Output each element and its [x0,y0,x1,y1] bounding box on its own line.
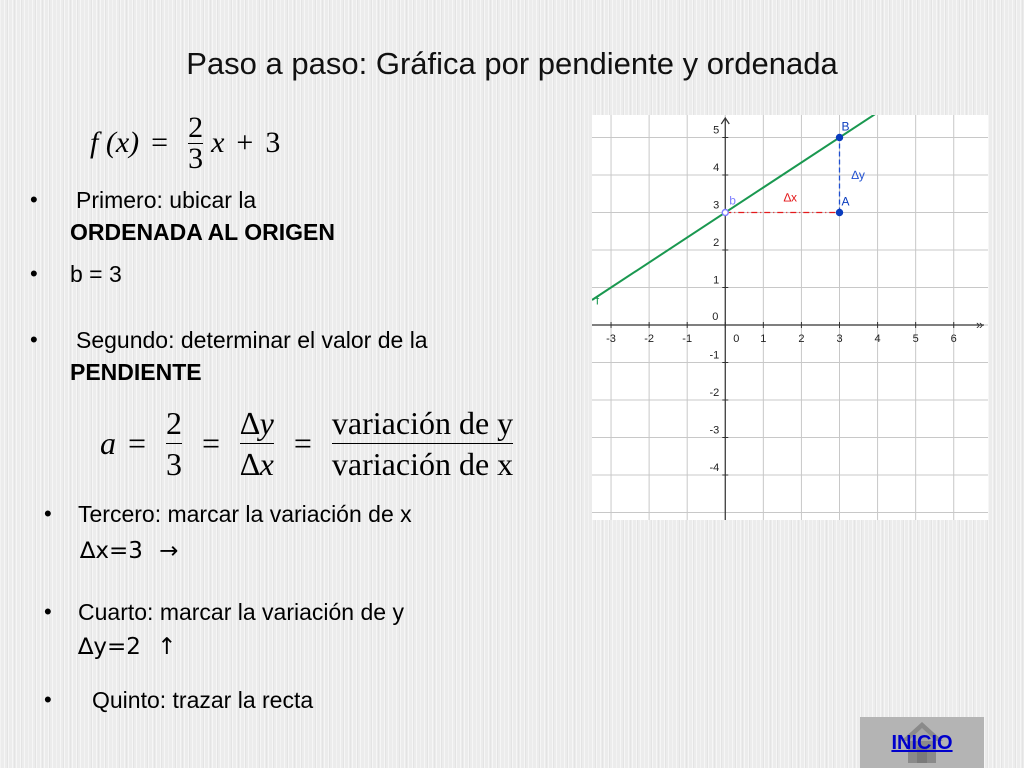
y-tick-label: 2 [713,237,720,249]
x-tick-label: -2 [644,333,655,345]
y-tick-label: -3 [709,424,720,437]
x-tick-label: 1 [760,333,767,345]
y-tick-label: -4 [709,462,720,474]
bullet-dot: • [44,599,52,624]
fraction-numerator: ∆y [240,404,274,441]
slope-symbol: a [100,424,116,461]
y-tick-label: 3 [713,199,720,212]
x-tick-label: 0 [733,333,740,345]
formula-lhs: f (x) [90,126,140,159]
x-tick-label: 6 [950,333,957,345]
point-label: b [729,193,736,208]
y-tick-label: -2 [709,387,720,399]
bullet-dot: • [30,261,38,286]
bullet-dot: • [44,687,52,712]
slope-fraction-delta [240,403,274,484]
y-tick-label: 4 [713,162,720,174]
arrow-up-icon: ↑ [157,634,177,660]
point-label: B [841,119,850,134]
bullet-dot: • [30,327,38,352]
fraction-numerator: variación de y [331,404,514,441]
formula-equals: = [293,424,312,461]
page-title: Paso a paso: Gráfica por pendiente y ordenada [186,46,838,81]
step-1-emphasis: ORDENADA AL ORIGEN [70,219,335,245]
slope-fraction-value [166,403,182,484]
intercept-value: b = 3 [70,261,122,287]
x-tick-label: -3 [606,333,616,345]
formula-constant: 3 [265,126,281,159]
point-B [837,135,843,141]
bullet-dot: • [30,187,38,212]
y-tick-label: -1 [709,349,720,362]
formula-equals: = [128,424,147,461]
x-tick-label: 5 [912,333,919,345]
graph-panel [592,115,988,520]
function-formula [90,108,280,178]
fraction-denominator: ∆x [240,445,274,482]
fraction-numerator: 2 [188,110,204,144]
fraction-numerator: 2 [166,404,183,441]
formula-equals: = [151,126,169,159]
x-axis-arrow-icon: » [976,317,984,332]
step-2-emphasis: PENDIENTE [70,359,202,385]
slope-fraction-words [332,403,513,484]
point-b [722,210,728,216]
fraction-denominator: 3 [166,445,183,482]
bullet-dot: • [44,501,52,526]
point-A [837,210,843,216]
x-tick-label: -1 [682,333,693,345]
formula-equals: = [202,424,221,461]
step-5-text: Quinto: trazar la recta [92,687,314,713]
delta-y-label: ∆y [851,168,865,182]
slope-formula [100,398,521,488]
step-4-detail [78,632,177,661]
step-3-detail [80,536,179,565]
function-line-label: f [595,293,600,308]
x-tick-label: 2 [798,333,805,345]
point-label: A [841,194,850,209]
delta-x-label: ∆x [783,190,798,205]
fraction-denominator: variación de x [331,445,514,482]
arrow-right-icon: → [159,538,179,564]
slope-fraction [188,110,204,175]
inicio-label: INICIO [891,732,953,754]
coordinate-plane [592,115,988,520]
inicio-button[interactable] [860,717,984,768]
x-tick-label: 3 [836,333,843,345]
step-1-text: Primero: ubicar la [76,187,257,213]
formula-variable: x [211,126,225,159]
formula-plus: + [236,126,254,159]
y-tick-label: 1 [713,274,720,287]
step-4-text: Cuarto: marcar la variación de y [78,599,404,625]
origin-label: 0 [712,311,719,323]
step-3-text: Tercero: marcar la variación de x [78,501,412,527]
delta-y-value: ∆y=2 [78,634,141,660]
x-tick-label: 4 [874,333,881,345]
fraction-denominator: 3 [188,141,204,175]
step-2-text: Segundo: determinar el valor de la [76,327,428,353]
y-tick-label: 5 [713,124,720,137]
delta-x-value: ∆x=3 [80,538,143,564]
function-line [592,115,988,300]
